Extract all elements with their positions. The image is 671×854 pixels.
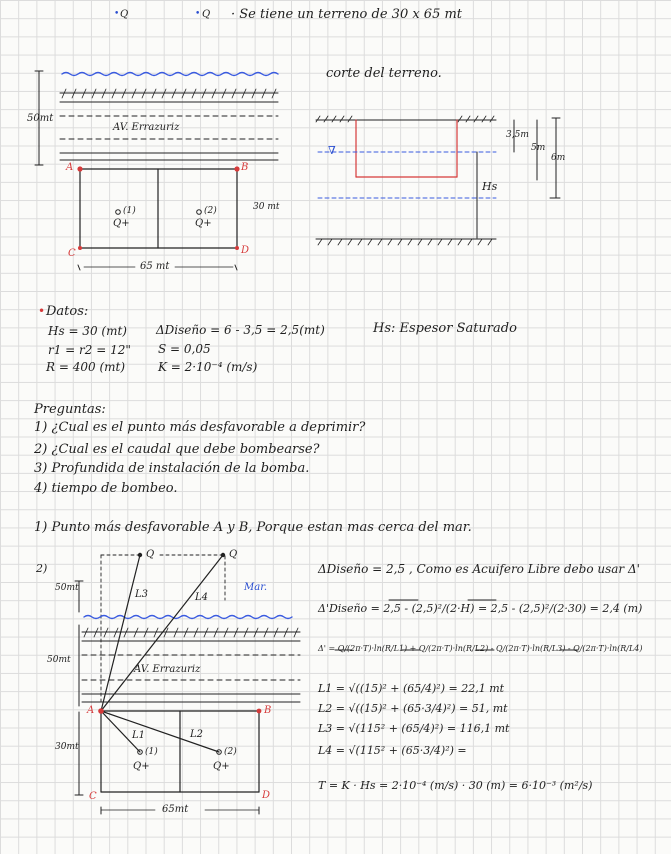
fig3-mar: Mar. — [244, 582, 268, 593]
fig3-qp-2: Q+ — [213, 761, 230, 772]
fig1-dim-left: 50mt — [27, 113, 54, 124]
fig1-q-1: Q+ — [113, 218, 130, 229]
fig3-l3: L3 — [135, 589, 149, 600]
calc-line-4: L1 = √((15)² + (65/4)²) = 22,1 mt — [318, 682, 505, 695]
fig3-point-a: A — [87, 705, 95, 716]
fig1-dim-bottom: 65 mt — [140, 261, 170, 272]
fig3-dim-bottom: 65mt — [162, 804, 189, 815]
pregunta-1: 1) ¿Cual es el punto más desfavorable a deprimir? — [34, 420, 366, 435]
fig3-q-1: Q — [146, 549, 155, 560]
fig3-point-d: D — [262, 790, 271, 801]
header-q-1: Q — [120, 9, 129, 20]
fig3-dim-top: 50mt — [55, 583, 79, 593]
fig1-point-c: C — [68, 248, 76, 259]
fig1-well-1: (1) — [123, 206, 136, 216]
fig3-l1: L1 — [132, 730, 146, 741]
fig3-dim-left: 50mt — [47, 655, 71, 665]
bullet-dot-1: • — [114, 9, 120, 19]
fig1-point-b: B — [241, 162, 249, 173]
fig3-l2: L2 — [190, 729, 204, 740]
fig3-street: AV. Errazuriz — [134, 664, 201, 675]
pregunta-2: 2) ¿Cual es el caudal que debe bombearse? — [34, 442, 320, 457]
fig2-dim-3: 6m — [551, 153, 566, 163]
datos-c2-2: S = 0,05 — [158, 342, 211, 356]
pregunta-3: 3) Profundida de instalación de la bomba. — [34, 461, 310, 476]
datos-note: Hs: Espesor Saturado — [373, 321, 517, 336]
fig3-dim-side: 30mt — [55, 742, 79, 752]
fig2-hs: Hs — [482, 180, 498, 193]
fig2-dim-2: 5m — [531, 143, 546, 153]
calc-line-6: L3 = √(115² + (65/4)²) = 116,1 mt — [318, 722, 510, 735]
datos-title: Datos: — [46, 304, 89, 319]
calc-line-2: Δ'Diseño = 2,5 - (2,5)²/(2·H) = 2,5 - (2,5)²/(2·30) = 2,4 (m) — [318, 602, 643, 615]
calc-line-3: Δ' = Q/(2π·T)·ln(R/L1) + Q/(2π·T)·ln(R/L2) - Q/(2π·T)·ln(R/L3) - Q/(2π·T)·ln(R/L4) — [318, 644, 643, 653]
fig1-dim-right: 30 mt — [253, 202, 280, 212]
header-q-2: Q — [202, 9, 211, 20]
datos-c1-3: R = 400 (mt) — [46, 360, 126, 374]
fig3-well-1: (1) — [145, 747, 158, 757]
datos-bullet: • — [38, 304, 46, 318]
fig3-l4: L4 — [195, 592, 209, 603]
fig2-water-symbol: ∇ — [328, 144, 336, 157]
fig3-label: 2) — [36, 562, 48, 575]
calc-line-5: L2 = √((15)² + (65·3/4)²) = 51, mt — [318, 702, 508, 715]
fig3-q-2: Q — [229, 549, 238, 560]
datos-c2-3: K = 2·10⁻⁴ (m/s) — [158, 360, 258, 374]
fig2-title: corte del terreno. — [326, 66, 442, 81]
fig3-point-b: B — [264, 705, 272, 716]
fig3-point-c: C — [89, 791, 97, 802]
bullet-dot-2: • — [195, 9, 201, 19]
answer-1: 1) Punto más desfavorable A y B, Porque estan mas cerca del mar. — [34, 520, 472, 535]
calc-line-1: ΔDiseño = 2,5 , Como es Acuifero Libre debo usar Δ' — [318, 562, 640, 576]
fig1-point-d: D — [241, 245, 250, 256]
fig1-street: AV. Errazuriz — [113, 122, 180, 133]
datos-c1-1: Hs = 30 (mt) — [48, 324, 127, 338]
preguntas-title: Preguntas: — [34, 402, 106, 417]
fig1-q-2: Q+ — [195, 218, 212, 229]
calc-line-8: T = K · Hs = 2·10⁻⁴ (m/s) · 30 (m) = 6·10⁻³ (m²/s) — [318, 779, 593, 792]
calc-line-7: L4 = √(115² + (65·3/4)²) = — [318, 744, 467, 757]
fig1-point-a: A — [66, 162, 74, 173]
fig3-well-2: (2) — [224, 747, 237, 757]
datos-c2-1: ΔDiseño = 6 - 3,5 = 2,5(mt) — [156, 323, 325, 337]
datos-c1-2: r1 = r2 = 12" — [48, 343, 131, 357]
pregunta-4: 4) tiempo de bombeo. — [34, 481, 178, 496]
fig1-well-2: (2) — [204, 206, 217, 216]
fig2-dim-1: 3,5m — [506, 130, 529, 140]
fig3-qp-1: Q+ — [133, 761, 150, 772]
header-statement: · Se tiene un terreno de 30 x 65 mt — [231, 7, 463, 22]
